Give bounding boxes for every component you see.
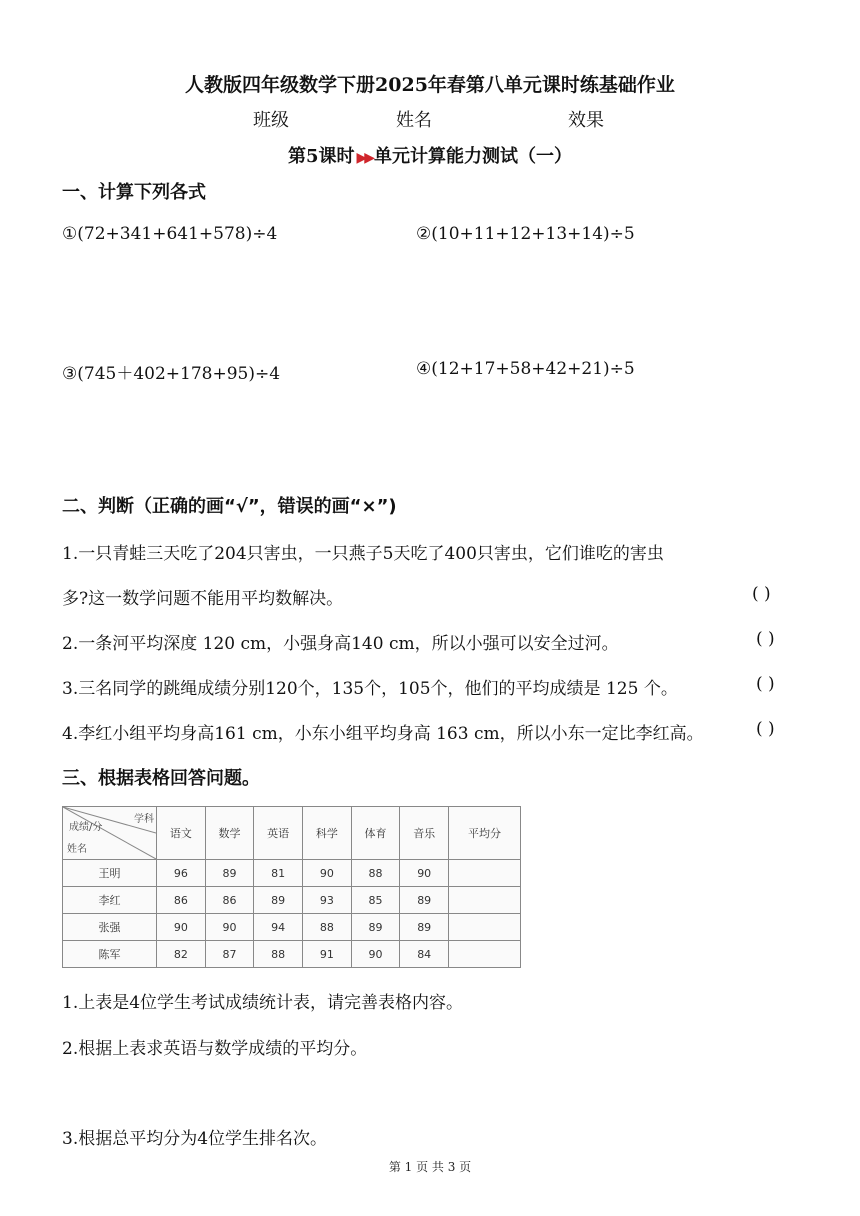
table-row	[63, 941, 521, 968]
column-header: 音乐	[400, 807, 449, 860]
answer-blank-2[interactable]: ( )	[756, 629, 775, 649]
table-corner-cell	[63, 807, 157, 860]
calc-item-1: ①(72+341+641+578)÷4	[62, 224, 278, 244]
score-cell: 89	[400, 914, 449, 941]
score-cell: 91	[303, 941, 352, 968]
name-label: 姓名	[396, 110, 432, 131]
effect-label: 效果	[568, 110, 604, 131]
student-name: 张强	[63, 914, 157, 941]
table-row	[63, 887, 521, 914]
score-cell: 90	[205, 914, 254, 941]
page-footer: 第 1 页 共 3 页	[388, 1160, 472, 1174]
section3-heading: 三、根据表格回答问题。	[62, 768, 260, 789]
score-cell: 90	[303, 860, 352, 887]
column-header: 体育	[351, 807, 400, 860]
calc-item-3: ③(745＋402+178+95)÷4	[62, 364, 281, 384]
score-cell: 88	[351, 860, 400, 887]
score-cell: 88	[303, 914, 352, 941]
score-cell: 90	[400, 860, 449, 887]
column-header: 科学	[303, 807, 352, 860]
judge-q4: 4.李红小组平均身高161 cm，小东小组平均身高 163 cm，所以小东一定比李红高。	[62, 724, 704, 744]
score-cell: 87	[205, 941, 254, 968]
corner-name-label: 姓名	[67, 844, 87, 855]
student-name: 王明	[63, 860, 157, 887]
average-cell[interactable]	[449, 860, 521, 887]
score-cell: 93	[303, 887, 352, 914]
student-name: 李红	[63, 887, 157, 914]
score-table	[62, 806, 521, 968]
score-cell: 89	[351, 914, 400, 941]
score-cell: 94	[254, 914, 303, 941]
worksheet-title: 人教版四年级数学下册2025年春第八单元课时练基础作业	[185, 74, 675, 96]
table-question-1: 1.上表是4位学生考试成绩统计表，请完善表格内容。	[62, 993, 464, 1013]
judge-q3: 3.三名同学的跳绳成绩分别120个，135个，105个，他们的平均成绩是 125 个。	[62, 679, 678, 699]
calc-item-4: ④(12+17+58+42+21)÷5	[416, 359, 635, 379]
table-question-2: 2.根据上表求英语与数学成绩的平均分。	[62, 1039, 368, 1059]
score-cell: 88	[254, 941, 303, 968]
average-cell[interactable]	[449, 914, 521, 941]
section2-heading: 二、判断（正确的画“√”，错误的画“×”)	[62, 496, 397, 517]
class-label: 班级	[253, 110, 289, 131]
answer-blank-1[interactable]: ( )	[752, 584, 771, 604]
judge-q2: 2.一条河平均深度 120 cm，小强身高140 cm，所以小强可以安全过河。	[62, 634, 619, 654]
student-name: 陈军	[63, 941, 157, 968]
score-cell: 90	[157, 914, 206, 941]
judge-q1-line1: 1.一只青蛙三天吃了204只害虫，一只燕子5天吃了400只害虫，它们谁吃的害虫	[62, 544, 664, 564]
score-cell: 86	[157, 887, 206, 914]
score-cell: 84	[400, 941, 449, 968]
corner-score-label: 成绩/分	[69, 822, 103, 833]
section1-heading: 一、计算下列各式	[62, 182, 206, 203]
lesson-suffix: 单元计算能力测试（一）	[374, 146, 573, 167]
answer-blank-3[interactable]: ( )	[756, 674, 775, 694]
column-header: 数学	[205, 807, 254, 860]
judge-q1-line2: 多?这一数学问题不能用平均数解决。	[62, 589, 344, 609]
calc-item-2: ②(10+11+12+13+14)÷5	[416, 224, 635, 244]
table-header-row	[63, 807, 521, 860]
score-cell: 89	[254, 887, 303, 914]
average-cell[interactable]	[449, 941, 521, 968]
score-cell: 86	[205, 887, 254, 914]
table-question-3: 3.根据总平均分为4位学生排名次。	[62, 1129, 328, 1149]
column-header: 平均分	[449, 807, 521, 860]
score-cell: 90	[351, 941, 400, 968]
arrow-marker-icon: ▶▶	[356, 150, 373, 166]
column-header: 英语	[254, 807, 303, 860]
score-cell: 81	[254, 860, 303, 887]
score-cell: 96	[157, 860, 206, 887]
score-cell: 89	[400, 887, 449, 914]
average-cell[interactable]	[449, 887, 521, 914]
score-cell: 82	[157, 941, 206, 968]
score-cell: 89	[205, 860, 254, 887]
lesson-prefix: 第5课时	[287, 146, 355, 167]
table-row	[63, 860, 521, 887]
answer-blank-4[interactable]: ( )	[756, 719, 775, 739]
table-row	[63, 914, 521, 941]
lesson-title	[0, 142, 860, 168]
score-cell: 85	[351, 887, 400, 914]
corner-subject-label: 学科	[134, 814, 154, 825]
column-header: 语文	[157, 807, 206, 860]
